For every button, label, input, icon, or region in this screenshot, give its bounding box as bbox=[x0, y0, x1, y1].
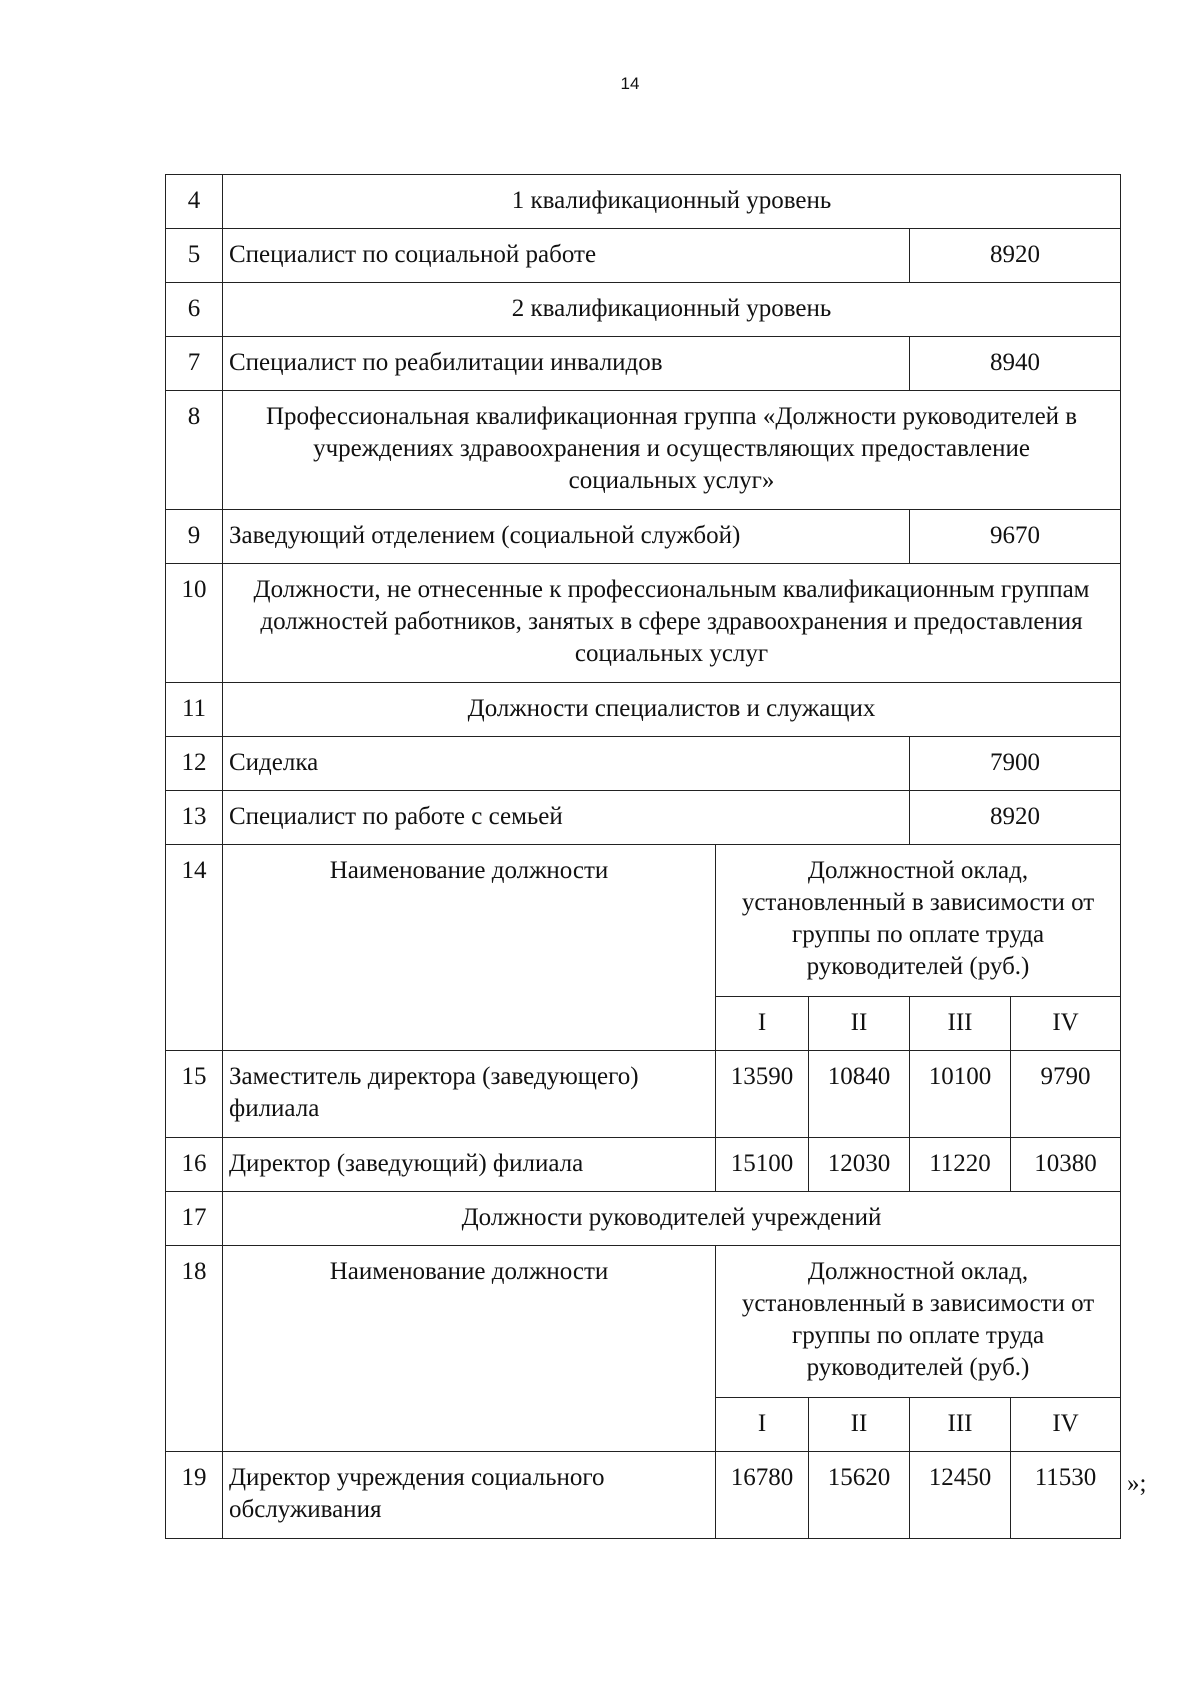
salary-value: 11220 bbox=[910, 1138, 1011, 1192]
position-name: Директор (заведующий) филиала bbox=[223, 1138, 716, 1192]
table-row bbox=[166, 510, 1121, 564]
row-number: 18 bbox=[166, 1246, 223, 1452]
section-heading: 1 квалификационный уровень bbox=[223, 175, 1121, 229]
row-number: 4 bbox=[166, 175, 223, 229]
table-row bbox=[166, 1051, 1121, 1138]
row-number: 17 bbox=[166, 1192, 223, 1246]
table-row bbox=[166, 283, 1121, 337]
row-number: 7 bbox=[166, 337, 223, 391]
salary-value: 7900 bbox=[910, 737, 1121, 791]
position-name: Специалист по социальной работе bbox=[223, 229, 910, 283]
row-number: 15 bbox=[166, 1051, 223, 1138]
table-row bbox=[166, 737, 1121, 791]
group-label: II bbox=[809, 1398, 910, 1452]
group-label: III bbox=[910, 997, 1011, 1051]
row-number: 16 bbox=[166, 1138, 223, 1192]
salary-column-header: Должностной оклад, установленный в зависимости от группы по оплате труда руководителей (руб.) bbox=[716, 845, 1121, 997]
salary-value: 16780 bbox=[716, 1452, 809, 1539]
group-label: I bbox=[716, 1398, 809, 1452]
section-heading: Должности специалистов и служащих bbox=[223, 683, 1121, 737]
salary-value: 10380 bbox=[1011, 1138, 1121, 1192]
table-row bbox=[166, 337, 1121, 391]
salary-value: 10100 bbox=[910, 1051, 1011, 1138]
group-label: IV bbox=[1011, 1398, 1121, 1452]
table-row bbox=[166, 1246, 1121, 1398]
row-number: 13 bbox=[166, 791, 223, 845]
salary-value: 12030 bbox=[809, 1138, 910, 1192]
table-row bbox=[166, 391, 1121, 510]
table-row bbox=[166, 564, 1121, 683]
name-column-header: Наименование должности bbox=[223, 1246, 716, 1452]
position-name: Специалист по реабилитации инвалидов bbox=[223, 337, 910, 391]
salary-value: 13590 bbox=[716, 1051, 809, 1138]
row-number: 5 bbox=[166, 229, 223, 283]
table-row bbox=[166, 683, 1121, 737]
row-number: 11 bbox=[166, 683, 223, 737]
row-number: 19 bbox=[166, 1452, 223, 1539]
row-number: 10 bbox=[166, 564, 223, 683]
table-row bbox=[166, 175, 1121, 229]
salary-value: 9790 bbox=[1011, 1051, 1121, 1138]
salary-value: 9670 bbox=[910, 510, 1121, 564]
salary-column-header: Должностной оклад, установленный в зависимости от группы по оплате труда руководителей (руб.) bbox=[716, 1246, 1121, 1398]
salary-value: 8920 bbox=[910, 791, 1121, 845]
group-label: III bbox=[910, 1398, 1011, 1452]
table-row bbox=[166, 1452, 1121, 1539]
row-number: 8 bbox=[166, 391, 223, 510]
salary-value: 8920 bbox=[910, 229, 1121, 283]
salary-value: 15620 bbox=[809, 1452, 910, 1539]
row-number: 14 bbox=[166, 845, 223, 1051]
group-label: IV bbox=[1011, 997, 1121, 1051]
salary-value: 12450 bbox=[910, 1452, 1011, 1539]
salary-value: 8940 bbox=[910, 337, 1121, 391]
group-heading: Должности, не отнесенные к профессиональным квалификационным группам должностей работников, занятых в сфере здравоохранения и предоставления социальных услуг bbox=[223, 564, 1121, 683]
salary-table bbox=[165, 174, 1121, 1539]
salary-value: 15100 bbox=[716, 1138, 809, 1192]
row-number: 6 bbox=[166, 283, 223, 337]
salary-value: 11530 bbox=[1011, 1452, 1121, 1539]
position-name: Специалист по работе с семьей bbox=[223, 791, 910, 845]
position-name: Сиделка bbox=[223, 737, 910, 791]
table-row bbox=[166, 1138, 1121, 1192]
section-heading: 2 квалификационный уровень bbox=[223, 283, 1121, 337]
position-name: Директор учреждения социального обслуживания bbox=[223, 1452, 716, 1539]
position-name: Заведующий отделением (социальной службой) bbox=[223, 510, 910, 564]
closing-quote-mark: »; bbox=[1127, 1470, 1147, 1497]
row-number: 12 bbox=[166, 737, 223, 791]
name-column-header: Наименование должности bbox=[223, 845, 716, 1051]
group-label: II bbox=[809, 997, 910, 1051]
table-row bbox=[166, 229, 1121, 283]
group-heading: Профессиональная квалификационная группа «Должности руководителей в учреждениях здравоохранения и осуществляющих предоставление социальных услуг» bbox=[223, 391, 1121, 510]
page-number: 14 bbox=[620, 74, 640, 93]
position-name: Заместитель директора (заведующего) филиала bbox=[223, 1051, 716, 1138]
table-row bbox=[166, 791, 1121, 845]
row-number: 9 bbox=[166, 510, 223, 564]
section-heading: Должности руководителей учреждений bbox=[223, 1192, 1121, 1246]
salary-value: 10840 bbox=[809, 1051, 910, 1138]
group-label: I bbox=[716, 997, 809, 1051]
table-row bbox=[166, 845, 1121, 997]
table-row bbox=[166, 1192, 1121, 1246]
